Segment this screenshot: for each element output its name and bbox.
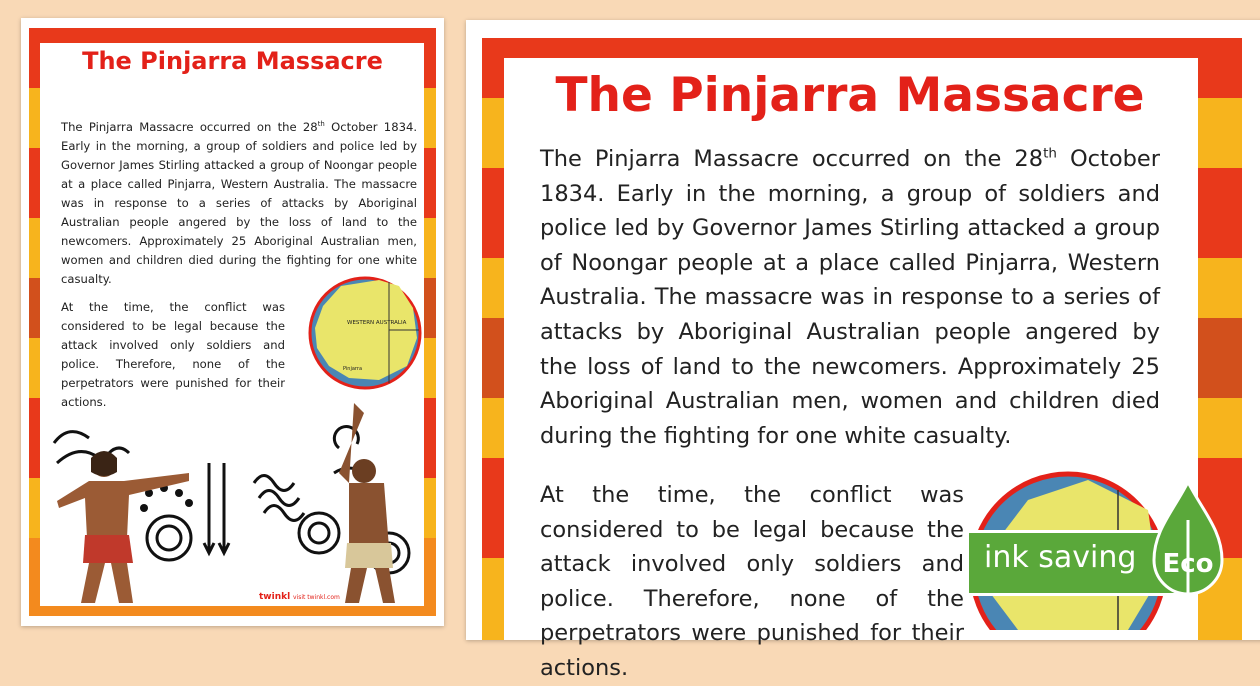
paragraph-1: The Pinjarra Massacre occurred on the 28th October 1834. Early in the morning, a group of soldiers and police led by Governor James Stirling attacked a group of Noongar people at a place called Pinjarra, Western Australia. The massacre was in response to a series of attacks by Aboriginal Australian people angered by the loss of land to the newcomers. Approximately 25 Aboriginal Australian men, women and children died during the fighting for one white casualty. — [540, 145, 1160, 449]
poster-thumbnail — [21, 18, 444, 626]
map-label-region: WESTERN AUSTRALIA — [347, 320, 407, 326]
map-image — [289, 268, 441, 398]
paragraph-2: At the time, the conflict was considered to be legal because the attack involved only soldiers and police. Therefore, none of the perpetrators were punished for their actions. — [61, 300, 285, 409]
poster-title: The Pinjarra Massacre — [82, 47, 383, 75]
paragraph-2: At the time, the conflict was considered to be legal because the attack involved only soldiers and police. Therefore, none of the perpetrators were punished for their actions. — [540, 482, 964, 681]
twinkl-logo: twinkl — [259, 592, 291, 602]
paragraph-1: The Pinjarra Massacre occurred on the 28th October 1834. Early in the morning, a group of soldiers and police led by Governor James Stirling attacked a group of Noongar people at a place called Pinjarra, Western Australia. The massacre was in response to a series of attacks by Aboriginal Australian people angered by the loss of land to the newcomers. Approximately 25 Aboriginal Australian men, women and children died during the fighting for one white casualty. — [61, 120, 418, 286]
poster-title: The Pinjarra Massacre — [555, 68, 1145, 123]
eco-leaf-icon — [1150, 480, 1226, 620]
eco-label: Eco — [1162, 549, 1214, 579]
illustration — [49, 403, 429, 603]
map-label-place: Pinjarra — [343, 366, 363, 372]
ink-saving-label: ink saving — [984, 540, 1137, 575]
twinkl-url: visit twinkl.com — [293, 594, 340, 601]
